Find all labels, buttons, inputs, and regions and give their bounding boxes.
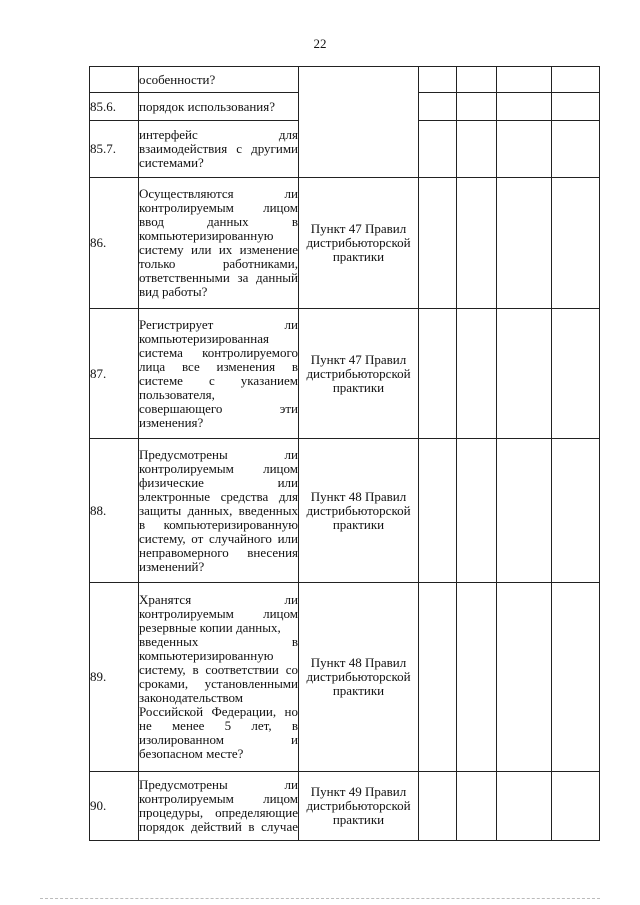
question-line: совершающего эти xyxy=(139,400,298,416)
reference-line: Пункт 48 Правил xyxy=(310,655,407,670)
reference-line: дистрибьюторской xyxy=(306,798,411,813)
question-line: пользователя, xyxy=(139,386,215,402)
question-line: компьютеризированную xyxy=(139,228,274,243)
question-line: контролируемым лицом xyxy=(139,460,298,476)
question-line: вид работы? xyxy=(139,284,208,299)
question-cell xyxy=(139,772,299,841)
question-line: системами? xyxy=(139,155,204,170)
answer-cell-yes[interactable] xyxy=(419,583,457,772)
answer-cell-yes[interactable] xyxy=(419,93,457,121)
question-line: систему, от случайного или xyxy=(139,530,298,546)
checklist-table xyxy=(89,66,600,841)
row-number xyxy=(90,67,139,93)
question-line: компьютеризированная xyxy=(139,330,269,346)
question-line: Предусмотрены ли xyxy=(139,777,298,792)
reference-line: практики xyxy=(332,683,385,698)
question-line: контролируемым лицом xyxy=(139,200,298,215)
answer-cell-yes[interactable] xyxy=(419,772,457,841)
note-cell[interactable] xyxy=(552,93,600,121)
question-line: сроками, установленными xyxy=(139,676,298,691)
page-bottom-edge xyxy=(40,898,600,899)
answer-cell-na[interactable] xyxy=(497,772,552,841)
answer-cell-na[interactable] xyxy=(497,583,552,772)
question-line: законодательством xyxy=(139,690,244,705)
answer-cell-yes[interactable] xyxy=(419,178,457,309)
reference-line: дистрибьюторской xyxy=(306,235,411,250)
reference-line: практики xyxy=(332,379,385,395)
question-cell xyxy=(139,439,299,583)
reference-cell xyxy=(299,178,419,309)
question-line: неправомерного внесения xyxy=(139,544,298,560)
question-line: введенных в xyxy=(139,634,298,649)
question-line: электронные средства для xyxy=(139,488,298,504)
answer-cell-no[interactable] xyxy=(457,583,497,772)
note-cell[interactable] xyxy=(552,772,600,841)
question-line: Осуществляются ли xyxy=(139,186,298,201)
reference-line: дистрибьюторской xyxy=(306,365,411,381)
question-line: изменений? xyxy=(139,558,205,574)
table-row xyxy=(90,772,600,841)
table-row xyxy=(90,309,600,439)
answer-cell-na[interactable] xyxy=(497,67,552,93)
reference-cell xyxy=(299,309,419,439)
question-line: лица все изменения в xyxy=(139,358,298,374)
answer-cell-no[interactable] xyxy=(457,93,497,121)
question-line: системе с указанием xyxy=(139,372,298,388)
question-cell xyxy=(139,93,299,121)
question-line: компьютеризированную xyxy=(139,648,274,663)
reference-cell xyxy=(299,583,419,772)
row-number: 85.6. xyxy=(90,93,139,121)
question-line: Российской Федерации, но xyxy=(139,704,298,719)
answer-cell-na[interactable] xyxy=(497,178,552,309)
answer-cell-yes[interactable] xyxy=(419,439,457,583)
reference-line: Пункт 47 Правил xyxy=(310,351,407,367)
table-row xyxy=(90,67,600,93)
row-number: 88. xyxy=(90,439,139,583)
reference-line: практики xyxy=(332,812,385,827)
question-cell xyxy=(139,121,299,178)
table-row xyxy=(90,439,600,583)
question-line: защиты данных, введенных xyxy=(139,502,298,518)
question-line: особенности? xyxy=(139,71,216,87)
answer-cell-yes[interactable] xyxy=(419,309,457,439)
answer-cell-na[interactable] xyxy=(497,309,552,439)
answer-cell-yes[interactable] xyxy=(419,121,457,178)
question-line: систему или их изменение xyxy=(139,242,298,257)
question-line: только работниками, xyxy=(139,256,298,271)
answer-cell-no[interactable] xyxy=(457,178,497,309)
answer-cell-na[interactable] xyxy=(497,93,552,121)
answer-cell-na[interactable] xyxy=(497,121,552,178)
reference-line: Пункт 47 Правил xyxy=(310,221,407,236)
question-cell xyxy=(139,583,299,772)
question-line: не менее 5 лет, в xyxy=(139,718,298,733)
question-line: порядок использования? xyxy=(139,98,276,114)
question-line: изолированном и xyxy=(139,732,298,747)
question-line: физические или xyxy=(139,474,298,490)
reference-line: дистрибьюторской xyxy=(306,502,411,518)
reference-cell xyxy=(299,772,419,841)
answer-cell-no[interactable] xyxy=(457,772,497,841)
question-line: ввод данных в xyxy=(139,214,298,229)
question-line: ответственными за данный xyxy=(139,270,298,285)
reference-line: дистрибьюторской xyxy=(306,669,411,684)
note-cell[interactable] xyxy=(552,121,600,178)
reference-cell xyxy=(299,439,419,583)
question-line: резервные копии данных, xyxy=(139,620,281,635)
note-cell[interactable] xyxy=(552,309,600,439)
question-line: порядок действий в случае xyxy=(139,819,298,834)
answer-cell-no[interactable] xyxy=(457,439,497,583)
page-number: 22 xyxy=(313,36,327,51)
reference-cell xyxy=(299,67,419,178)
question-cell xyxy=(139,178,299,309)
row-number: 86. xyxy=(90,178,139,309)
note-cell[interactable] xyxy=(552,178,600,309)
row-number: 87. xyxy=(90,309,139,439)
reference-line: практики xyxy=(332,516,385,532)
reference-line: Пункт 48 Правил xyxy=(310,488,407,504)
table-row xyxy=(90,583,600,772)
reference-line: практики xyxy=(332,249,385,264)
answer-cell-yes[interactable] xyxy=(419,67,457,93)
answer-cell-no[interactable] xyxy=(457,309,497,439)
question-line: Предусмотрены ли xyxy=(139,446,298,462)
question-line: процедуры, определяющие xyxy=(139,805,298,820)
question-line: систему, в соответствии со xyxy=(139,662,298,677)
question-line: в компьютеризированную xyxy=(139,516,298,532)
answer-cell-no[interactable] xyxy=(457,67,497,93)
question-line: контролируемым лицом xyxy=(139,791,298,806)
note-cell[interactable] xyxy=(552,439,600,583)
note-cell[interactable] xyxy=(552,67,600,93)
row-number: 90. xyxy=(90,772,139,841)
answer-cell-na[interactable] xyxy=(497,439,552,583)
question-line: Хранятся ли xyxy=(139,592,298,607)
question-line: изменения? xyxy=(139,414,204,430)
reference-line: Пункт 49 Правил xyxy=(310,784,407,799)
answer-cell-no[interactable] xyxy=(457,121,497,178)
question-line: контролируемым лицом xyxy=(139,606,298,621)
note-cell[interactable] xyxy=(552,583,600,772)
question-cell xyxy=(139,67,299,93)
question-line: система контролируемого xyxy=(139,344,298,360)
table-row xyxy=(90,178,600,309)
question-cell xyxy=(139,309,299,439)
row-number: 89. xyxy=(90,583,139,772)
question-line: взаимодействия с другими xyxy=(139,141,298,156)
question-line: безопасном месте? xyxy=(139,746,244,761)
question-line: Регистрирует ли xyxy=(139,316,298,332)
question-line: интерфейс для xyxy=(139,127,298,142)
row-number: 85.7. xyxy=(90,121,139,178)
